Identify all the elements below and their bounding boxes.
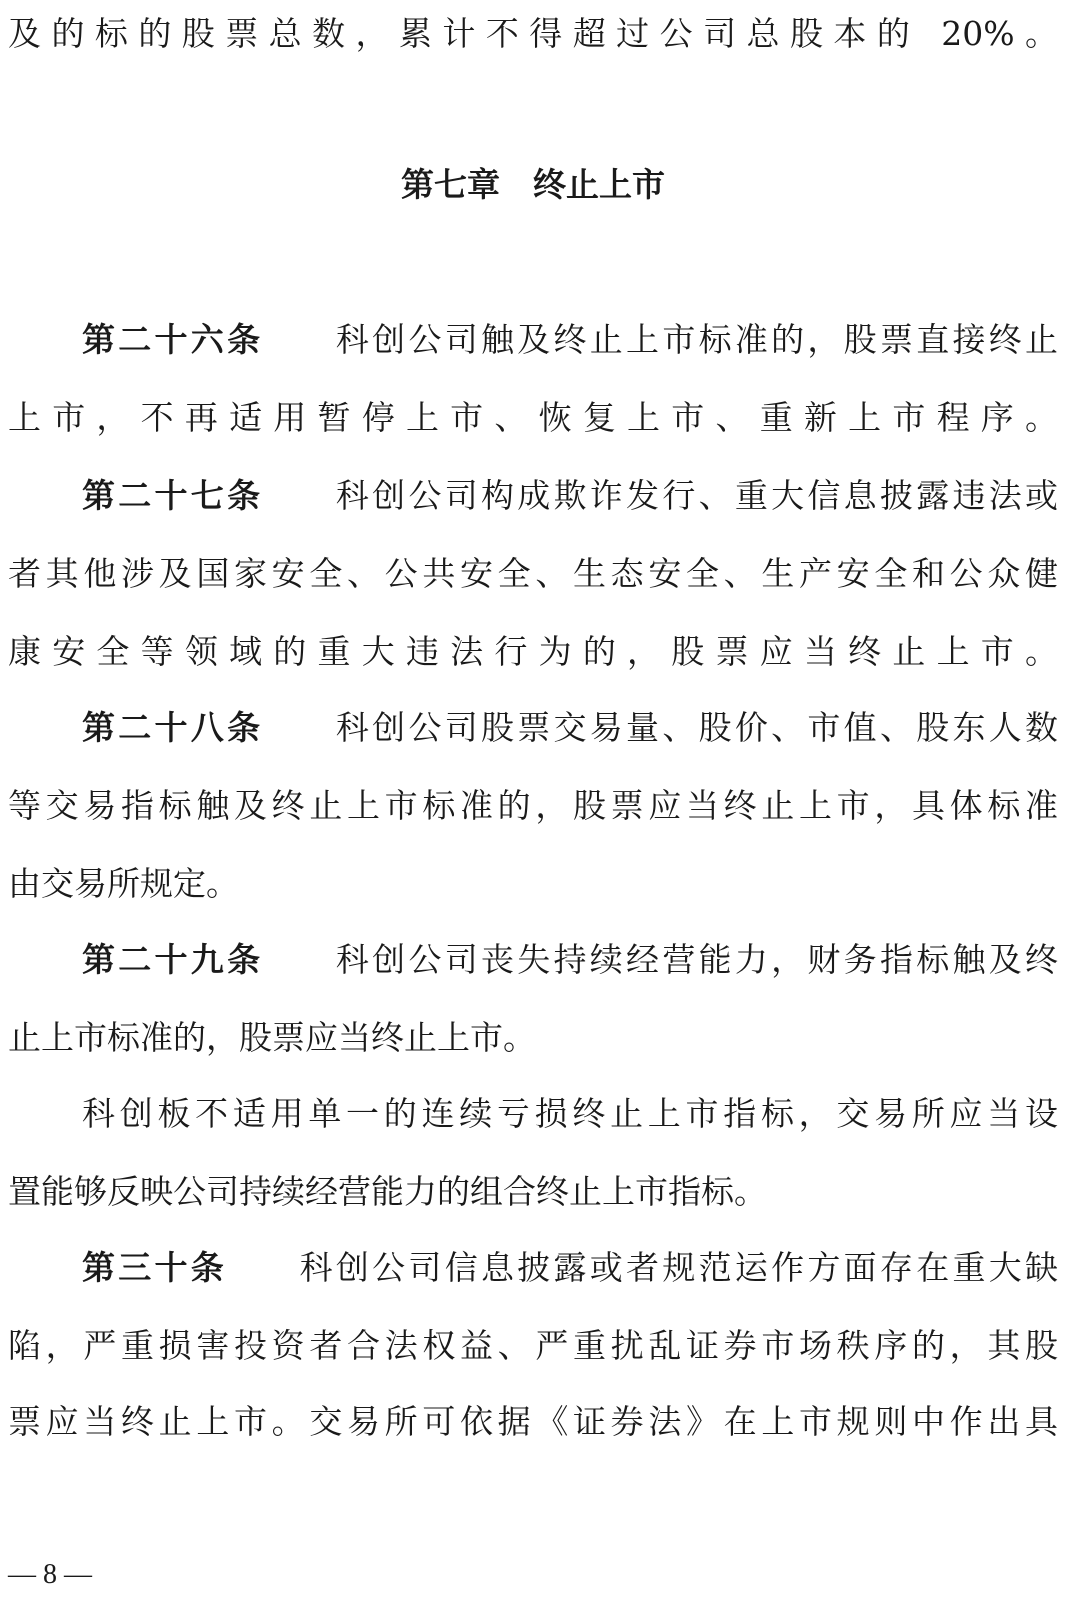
article-27-line-2: 者其他涉及国家安全、公共安全、生态安全、生产安全和公众健 (8, 554, 1058, 593)
article-27-line-3: 康安全等领域的重大违法行为的，股票应当终止上市。 (8, 632, 1058, 671)
article-text: 科创公司信息披露或者规范运作方面存在重大缺 (299, 1248, 1058, 1287)
page-number: — 8 — (8, 1559, 92, 1590)
article-heading: 第二十八条 (82, 708, 264, 747)
document-page (8, 0, 1058, 1602)
article-30-line-2: 陷，严重损害投资者合法权益、严重扰乱证券市场秩序的，其股 (8, 1326, 1058, 1365)
article-text: 科创公司触及终止上市标准的，股票直接终止 (335, 320, 1058, 359)
article-30-line-1 (8, 1240, 1058, 1296)
article-26-line-2: 上市，不再适用暂停上市、恢复上市、重新上市程序。 (8, 398, 1058, 437)
chapter-title: 第七章 终止上市 (401, 165, 665, 204)
article-heading: 第二十七条 (82, 476, 264, 515)
article-30-line-3: 票应当终止上市。交易所可依据《证券法》在上市规则中作出具 (8, 1402, 1058, 1441)
article-heading: 第二十六条 (82, 320, 264, 359)
article-27-line-1 (8, 468, 1058, 524)
article-text: 科创公司股票交易量、股价、市值、股东人数 (335, 708, 1058, 747)
article-28-line-1 (8, 700, 1058, 756)
paragraph-line: 及的标的股票总数，累计不得超过公司总股本的 20%。 (8, 14, 1058, 53)
article-heading: 第三十条 (82, 1248, 228, 1287)
article-28-line-3: 由交易所规定。 (8, 864, 239, 903)
article-text: 科创公司构成欺诈发行、重大信息披露违法或 (335, 476, 1058, 515)
article-26-line-1 (8, 312, 1058, 368)
article-29-para2-line-1: 科创板不适用单一的连续亏损终止上市指标，交易所应当设 (82, 1094, 1058, 1133)
article-text: 科创公司丧失持续经营能力，财务指标触及终 (335, 940, 1058, 979)
article-heading: 第二十九条 (82, 940, 264, 979)
article-29-line-1 (8, 932, 1058, 988)
article-28-line-2: 等交易指标触及终止上市标准的，股票应当终止上市，具体标准 (8, 786, 1058, 825)
article-29-para2-line-2: 置能够反映公司持续经营能力的组合终止上市指标。 (8, 1172, 767, 1211)
article-29-line-2: 止上市标准的，股票应当终止上市。 (8, 1018, 536, 1057)
